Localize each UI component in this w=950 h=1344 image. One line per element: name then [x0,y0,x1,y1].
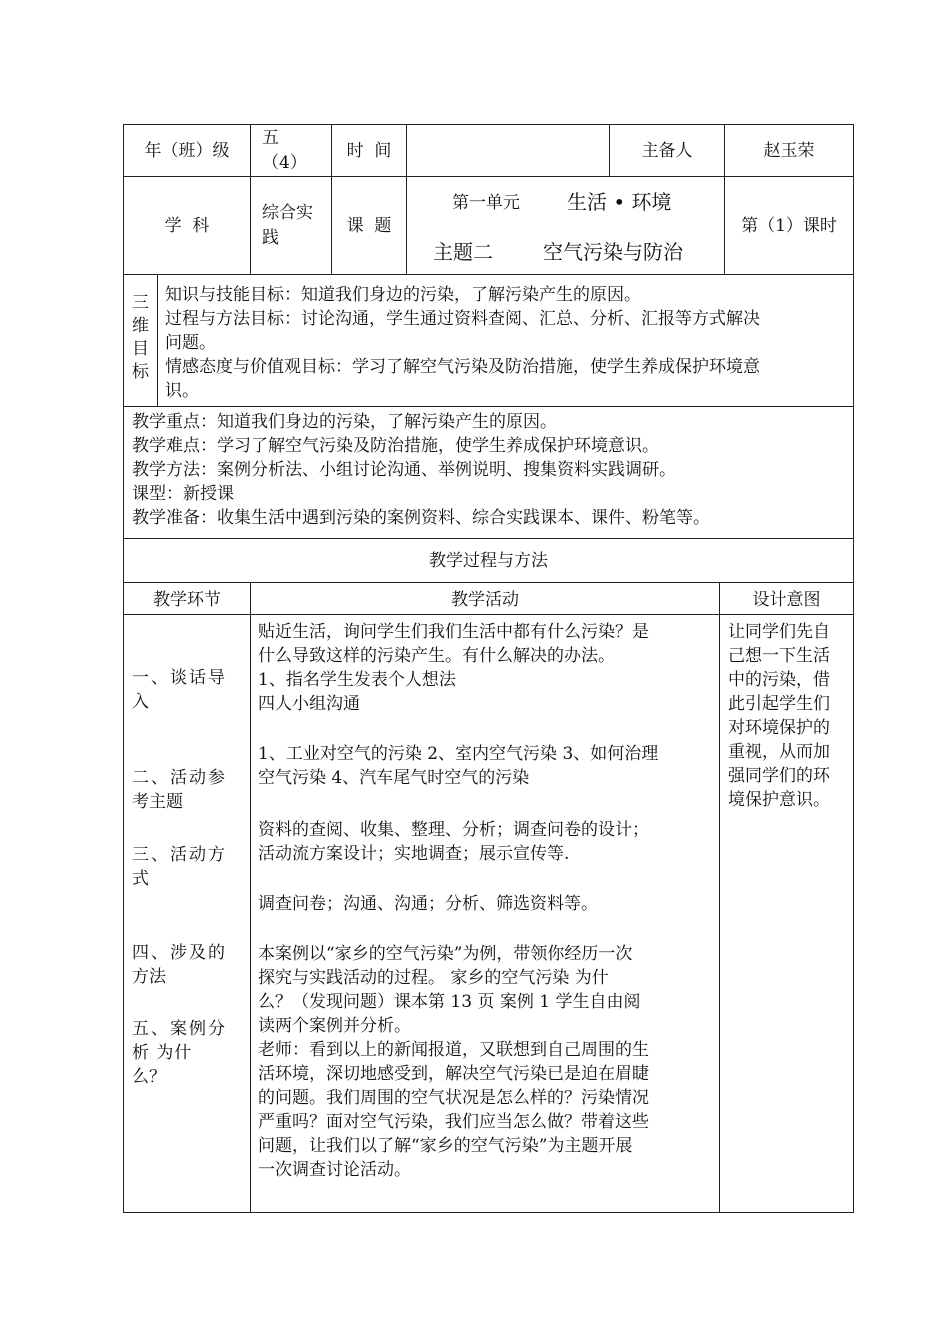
stage-5 [132,1017,227,1089]
section-title: 教学过程与方法 [429,551,548,571]
activity-line: 严重吗？面对空气污染，我们应当怎么做？带着这些 [258,1112,649,1132]
activity-line: 探究与实践活动的过程。 家乡的空气污染 为什 [258,968,609,988]
row-divider-header [123,176,854,177]
stage-line: 四、涉及的 [132,943,227,963]
teaching-method: 教学方法：案例分析法、小组讨论沟通、举例说明、搜集资料实践调研。 [132,460,676,480]
activity-block-1 [258,620,649,716]
activity-line: 读两个案例并分析。 [258,1016,411,1036]
stage-line: 二、活动参 [132,768,227,788]
activity-line: 问题，让我们以了解“家乡的空气污染”为主题开展 [258,1136,633,1156]
design-line: 强同学们的环 [728,766,830,786]
process-col-divider-2 [719,582,720,1213]
stage-2 [132,766,227,814]
lesson-type: 课型：新授课 [132,484,234,504]
activity-block-5 [258,942,649,1182]
table-border-bottom [123,1212,854,1213]
goals-label [124,292,157,384]
goals-label-char: 维 [132,316,149,336]
stage-4 [132,941,227,989]
design-line: 重视，从而加 [728,742,830,762]
activity-line: 1、工业对空气的污染 2、室内空气污染 3、如何治理 [258,744,659,764]
activity-line: 资料的查阅、收集、整理、分析；调查问卷的设计； [258,820,649,840]
row-divider-section-title [123,582,854,583]
row-divider-info [123,538,854,539]
design-line: 让同学们先自 [728,622,830,642]
design-line: 境保护意识。 [728,790,830,810]
stage-line: 五、案例分 [132,1019,227,1039]
grade-value-line1: 五 [262,128,279,148]
process-col-divider-1 [250,582,251,1213]
activity-line: 贴近生活，询问学生们我们生活中都有什么污染？是 [258,622,649,642]
goal-line: 情感态度与价值观目标：学习了解空气污染及防治措施，使学生养成保护环境意 [165,357,760,377]
activity-line: 什么导致这样的污染产生。有什么解决的办法。 [258,646,615,666]
activity-line: 的问题。我们周围的空气状况是怎么样的？污染情况 [258,1088,649,1108]
subject-label: 学 科 [164,216,210,236]
table-border-top [123,124,854,125]
topic-label: 课 题 [346,216,392,236]
col-header-design: 设计意图 [752,590,821,610]
table-border-left [123,124,124,1213]
design-line: 中的污染，借 [728,670,830,690]
topic-unit: 第一单元 [452,193,520,213]
lesson-number: 第（1）课时 [741,216,837,236]
activity-block-3 [258,818,649,866]
goal-line: 识。 [165,381,199,401]
stage-line: 三、活动方 [132,845,227,865]
goals-label-divider [157,274,158,407]
design-line: 己想一下生活 [728,646,830,666]
subject-value-line2: 践 [262,228,279,248]
row-divider-col-headers [123,614,854,615]
activity-line: 一次调查讨论活动。 [258,1160,411,1180]
topic-unit-title: 生活 • 环境 [567,190,672,214]
goals-label-char: 目 [132,339,149,359]
stage-line: 析 为什 [132,1043,193,1063]
design-intent [728,620,830,812]
activity-line: 调查问卷；沟通、沟通；分析、筛选资料等。 [258,894,598,914]
design-line: 此引起学生们 [728,694,830,714]
stage-1 [132,666,227,714]
preparer-name: 赵玉荣 [763,141,815,161]
goals-label-char: 三 [132,293,149,313]
activity-line: 老师：看到以上的新闻报道，又联想到自己周围的生 [258,1040,649,1060]
subject-value-line1: 综合实 [262,203,313,223]
activity-line: 本案例以“家乡的空气污染”为例，带领你经历一次 [258,944,633,964]
activity-line: 空气污染 4、汽车尾气时空气的污染 [258,768,530,788]
stage-line: 入 [132,692,149,712]
activity-line: 四人小组沟通 [258,694,360,714]
stage-line: 方法 [132,967,166,987]
teaching-info [132,410,710,530]
col-divider-1 [250,124,251,275]
col-divider-3 [406,124,407,275]
time-label: 时 间 [346,141,392,161]
teaching-focus: 教学重点：知道我们身边的污染，了解污染产生的原因。 [132,412,557,432]
goals-text [165,283,760,403]
teaching-preparation: 教学准备：收集生活中遇到污染的案例资料、综合实践课本、课件、粉笔等。 [132,508,710,528]
activity-line: 么？（发现问题）课本第 13 页 案例 1 学生自由阅 [258,992,641,1012]
row-divider-goals [123,406,854,407]
col-header-activity: 教学活动 [451,590,519,610]
activity-line: 活动流方案设计；实地调查；展示宣传等. [258,844,570,864]
row-divider-subject [123,274,854,275]
activity-line: 活环境，深切地感受到，解决空气污染已是迫在眉睫 [258,1064,649,1084]
stage-line: 一、谈话导 [132,668,227,688]
topic-theme-title: 空气污染与防治 [543,240,683,264]
goal-line: 知识与技能目标：知道我们身边的污染，了解污染产生的原因。 [165,285,641,305]
teaching-difficulty: 教学难点：学习了解空气污染及防治措施，使学生养成保护环境意识。 [132,436,659,456]
design-line: 对环境保护的 [728,718,830,738]
goal-line: 问题。 [165,333,216,353]
table-border-right [853,124,854,1213]
stage-line: 么？ [132,1067,166,1087]
grade-label: 年（班）级 [144,141,230,161]
stage-3 [132,843,227,891]
goals-label-char: 标 [132,362,149,382]
col-header-stage: 教学环节 [153,590,221,610]
activity-line: 1、指名学生发表个人想法 [258,670,456,690]
activity-block-4 [258,892,598,916]
topic-theme: 主题二 [433,240,493,264]
stage-line: 考主题 [132,792,183,812]
activity-block-2 [258,742,658,790]
preparer-label: 主备人 [641,141,693,161]
grade-value-line2: （4） [262,153,307,173]
stage-line: 式 [132,869,149,889]
goal-line: 过程与方法目标：讨论沟通，学生通过资料查阅、汇总、分析、汇报等方式解决 [165,309,760,329]
